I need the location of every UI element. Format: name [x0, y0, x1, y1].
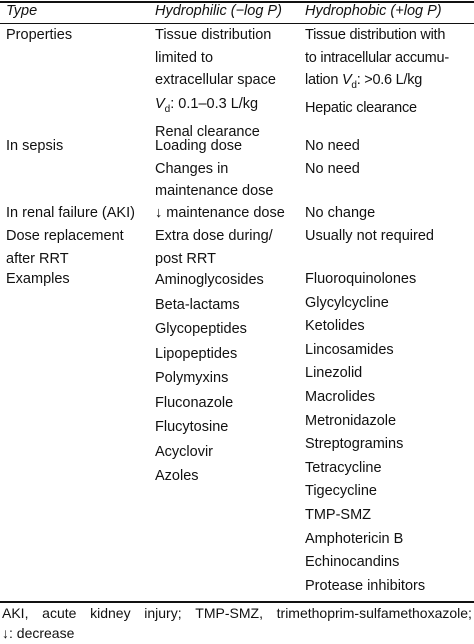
row-rrt-hydrophobic: Usually not required [305, 228, 434, 244]
list-item: Fluconazole [155, 394, 234, 411]
row-renal-failure-type: In renal failure (AKI) [6, 205, 135, 221]
list-item: Acyclovir [155, 443, 214, 460]
row-rrt-type: Dose replacement after RRT [6, 228, 124, 267]
list-item: Beta-lactams [155, 296, 240, 313]
list-item: Glycopeptides [155, 321, 247, 337]
list-item: Lipopeptides [155, 345, 238, 362]
row-sepsis-hydrophilic: Loading dose Changes in maintenance dose [155, 138, 274, 199]
list-item: Azoles [155, 468, 199, 484]
row-properties-hydrophilic: Tissue distribution limited to extracellular space $V_d$: 0.1–0.3 L/kg Renal clearance [155, 27, 276, 140]
list-item: Linezolid [305, 365, 363, 382]
list-item: Flucytosine [155, 419, 229, 435]
list-item: Metronidazole [305, 412, 397, 429]
row-properties-type: Properties [6, 27, 73, 43]
list-item: TMP-SMZ [305, 506, 372, 523]
row-renal-failure-hydrophilic: ↓ maintenance dose [155, 205, 285, 221]
list-item: Polymyxins [155, 370, 229, 386]
list-item: Fluoroquinolones [305, 271, 417, 287]
list-item: Streptogramins [305, 436, 404, 453]
row-renal-failure-hydrophobic: No change [305, 205, 376, 221]
row-examples-hydrophilic [155, 268, 300, 489]
list-item: Glycylcycline [305, 294, 389, 311]
row-examples-hydrophobic [305, 268, 474, 598]
header-type: Type [6, 3, 38, 19]
list-item: Ketolides [305, 318, 365, 335]
list-item: Amphotericin B [305, 530, 404, 547]
row-sepsis-hydrophobic: No need No need [305, 138, 360, 177]
header-hydrophobic: Hydrophobic (+log P) [305, 3, 442, 19]
row-examples-type: Examples [6, 271, 70, 287]
list-item: Echinocandins [305, 554, 400, 571]
list-item: Macrolides [305, 388, 376, 405]
row-sepsis-type: In sepsis [6, 138, 64, 154]
table-footnote: AKI, acute kidney injury; TMP-SMZ, trimethoprim-sulfamethoxazole; ↓: decrease [2, 605, 472, 641]
list-item: Protease inhibitors [305, 577, 426, 594]
row-rrt-hydrophilic: Extra dose during/ post RRT [155, 228, 273, 267]
list-item: Tetracycline [305, 459, 382, 476]
list-item: Aminoglycosides [155, 272, 264, 288]
list-item: Tigecycline [305, 483, 377, 500]
header-hydrophilic: Hydrophilic (−log P) [155, 3, 282, 19]
list-item: Lincosamides [305, 341, 394, 358]
row-properties-hydrophobic: Tissue distribution with to intracellular accumu- lation $V_d$: >0.6 L/kg Hepatic clearance [305, 27, 449, 117]
